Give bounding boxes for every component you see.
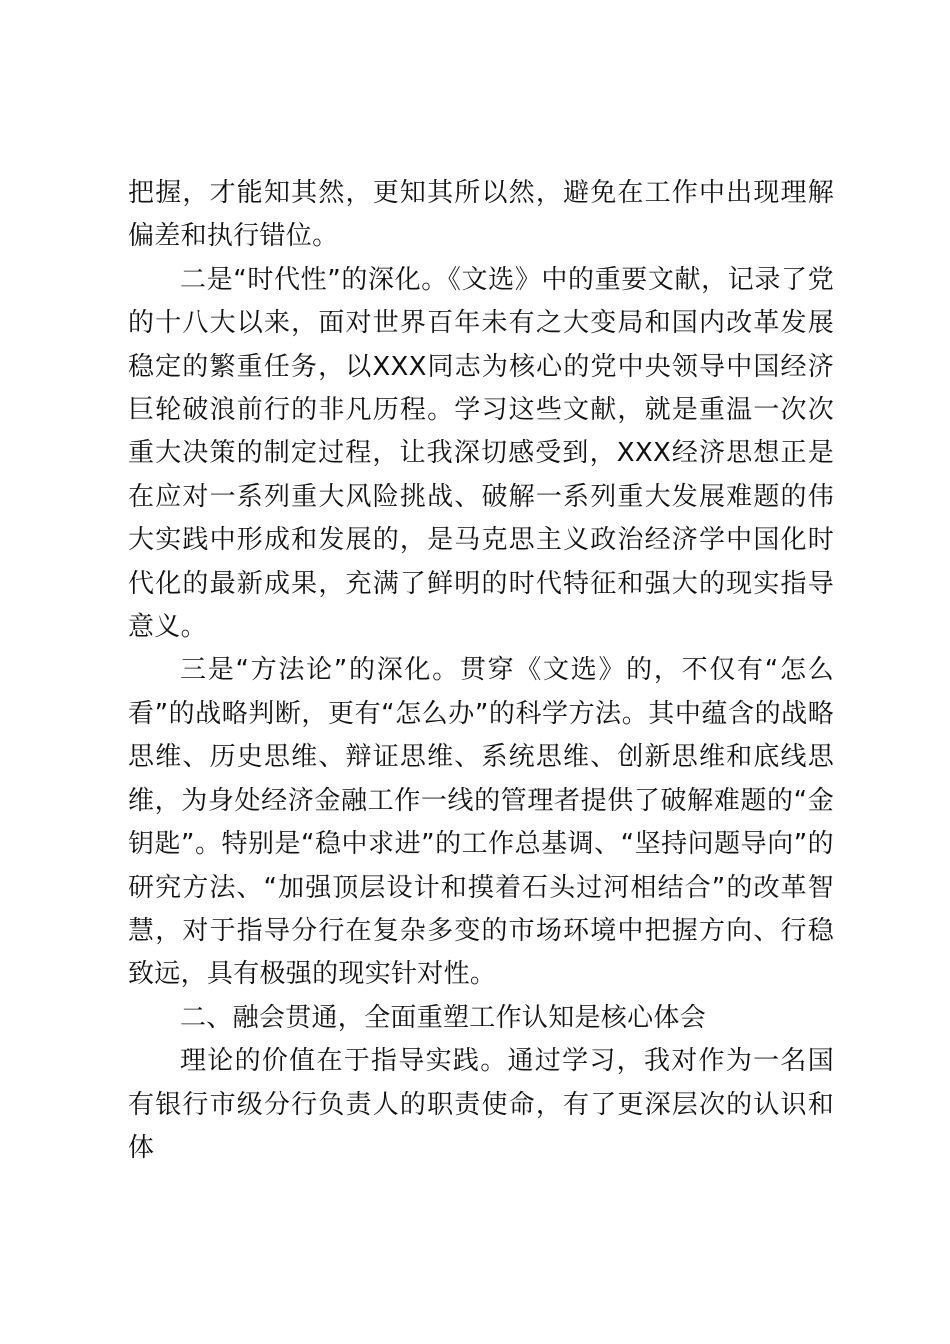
- paragraph-timeliness: 二是“时代性”的深化。《文选》中的重要文献，记录了党的十八大以来，面对世界百年未有之大变局和国内改革发展稳定的繁重任务，以XXX同志为核心的党中央领导中国经济巨轮破浪前行的非凡历程。学习这些文献，就是重温一次次重大决策的制定过程，让我深切感受到，XXX经济思想正是在应对一系列重大风险挑战、破解一系列重大发展难题的伟大实践中形成和发展的，是马克思主义政治经济学中国化时代化的最新成果，充满了鲜明的时代特征和强大的现实指导意义。: [128, 264, 834, 643]
- section-heading: 二、融会贯通，全面重塑工作认知是核心体会: [180, 1002, 707, 1033]
- paragraph-methodology: 三是“方法论”的深化。贯穿《文选》的，不仅有“怎么看”的战略判断，更有“怎么办”的科学方法。其中蕴含的战略思维、历史思维、辩证思维、系统思维、创新思维和底线思维，为身处经济金融工作一线的管理者提供了破解难题的“金钥匙”。特别是“稳中求进”的工作总基调、“坚持问题导向”的研究方法、“加强顶层设计和摸着石头过河相结合”的改革智慧，对于指导分行在复杂多变的市场环境中把握方向、行稳致远，具有极强的现实针对性。: [128, 655, 834, 990]
- paragraph-practice: 理论的价值在于指导实践。通过学习，我对作为一名国有银行市级分行负责人的职责使命，有了更深层次的认识和体: [128, 1046, 834, 1163]
- document-body: [128, 172, 834, 1170]
- paragraph-continuation: 把握，才能知其然，更知其所以然，避免在工作中出现理解偏差和执行错位。: [128, 178, 834, 252]
